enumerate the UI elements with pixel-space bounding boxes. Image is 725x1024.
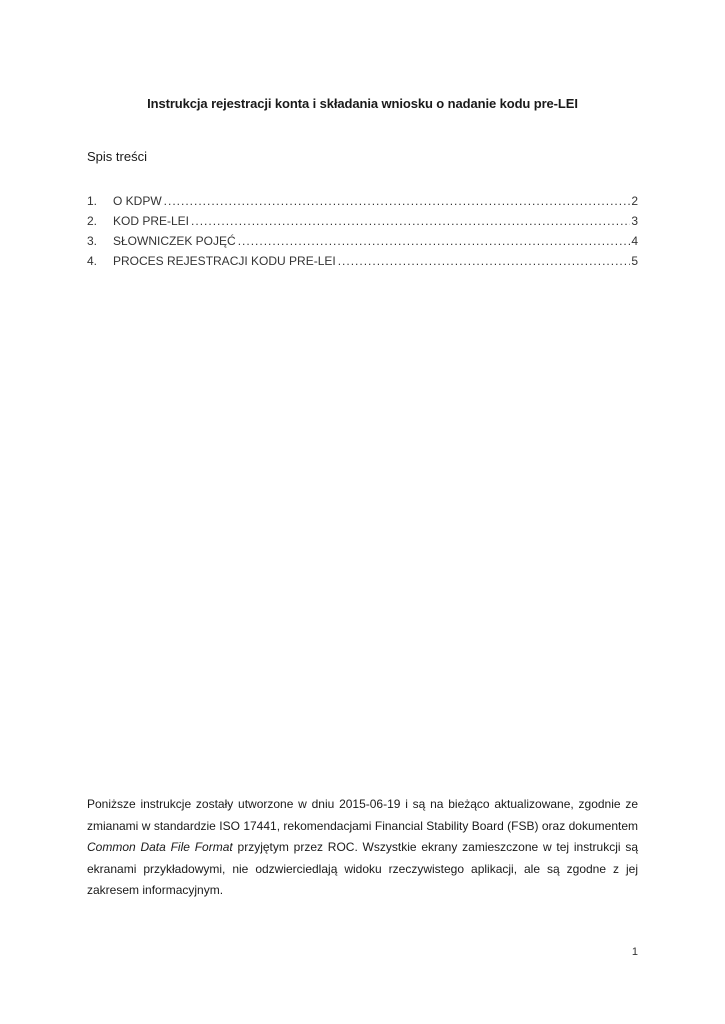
- toc-entry-number: 3.: [87, 234, 98, 248]
- toc-entry-label: SŁOWNICZEK POJĘĆ: [113, 234, 236, 248]
- toc-dot-leader: [338, 254, 631, 268]
- table-of-contents: [87, 194, 638, 274]
- toc-entry-page: 3: [631, 214, 638, 228]
- toc-entry-kod-pre-lei[interactable]: [87, 214, 638, 234]
- toc-entry-page: 4: [631, 234, 638, 248]
- toc-entry-page: 5: [631, 254, 638, 268]
- toc-entry-page: 2: [631, 194, 638, 208]
- toc-entry-number: 1.: [87, 194, 98, 208]
- toc-entry-slowniczek-pojec[interactable]: [87, 234, 638, 254]
- intro-text-italic: Common Data File Format: [87, 840, 233, 854]
- toc-dot-leader: [191, 214, 630, 228]
- toc-entry-o-kdpw[interactable]: [87, 194, 638, 214]
- page-number: 1: [631, 946, 638, 958]
- intro-paragraph: [87, 794, 638, 902]
- toc-entry-proces-rejestracji[interactable]: [87, 254, 638, 274]
- toc-dot-leader: [164, 194, 631, 208]
- intro-text-part2: przyjętym przez ROC. Wszystkie ekrany zamieszczone w tej instrukcji są ekranami przykładowymi, nie odzwierciedlają widoku rzeczywistego aplikacji, ale są zgodne z jej zakresem informacyjnym.: [87, 840, 639, 897]
- toc-entry-number: 2.: [87, 214, 98, 228]
- toc-entry-label: KOD PRE-LEI: [113, 214, 190, 228]
- document-title: Instrukcja rejestracji konta i składania wniosku o nadanie kodu pre-LEI: [147, 96, 578, 111]
- toc-entry-number: 4.: [87, 254, 98, 268]
- toc-entry-label: PROCES REJESTRACJI KODU PRE-LEI: [113, 254, 336, 268]
- toc-heading: Spis treści: [87, 149, 147, 164]
- toc-dot-leader: [238, 234, 631, 248]
- intro-text-part1: Poniższe instrukcje zostały utworzone w dniu 2015-06-19 i są na bieżąco aktualizowane, zgodnie ze zmianami w standardzie ISO 17441, rekomendacjami Financial Stability Board (FSB) oraz dokumentem: [87, 797, 638, 833]
- toc-entry-label: O KDPW: [113, 194, 162, 208]
